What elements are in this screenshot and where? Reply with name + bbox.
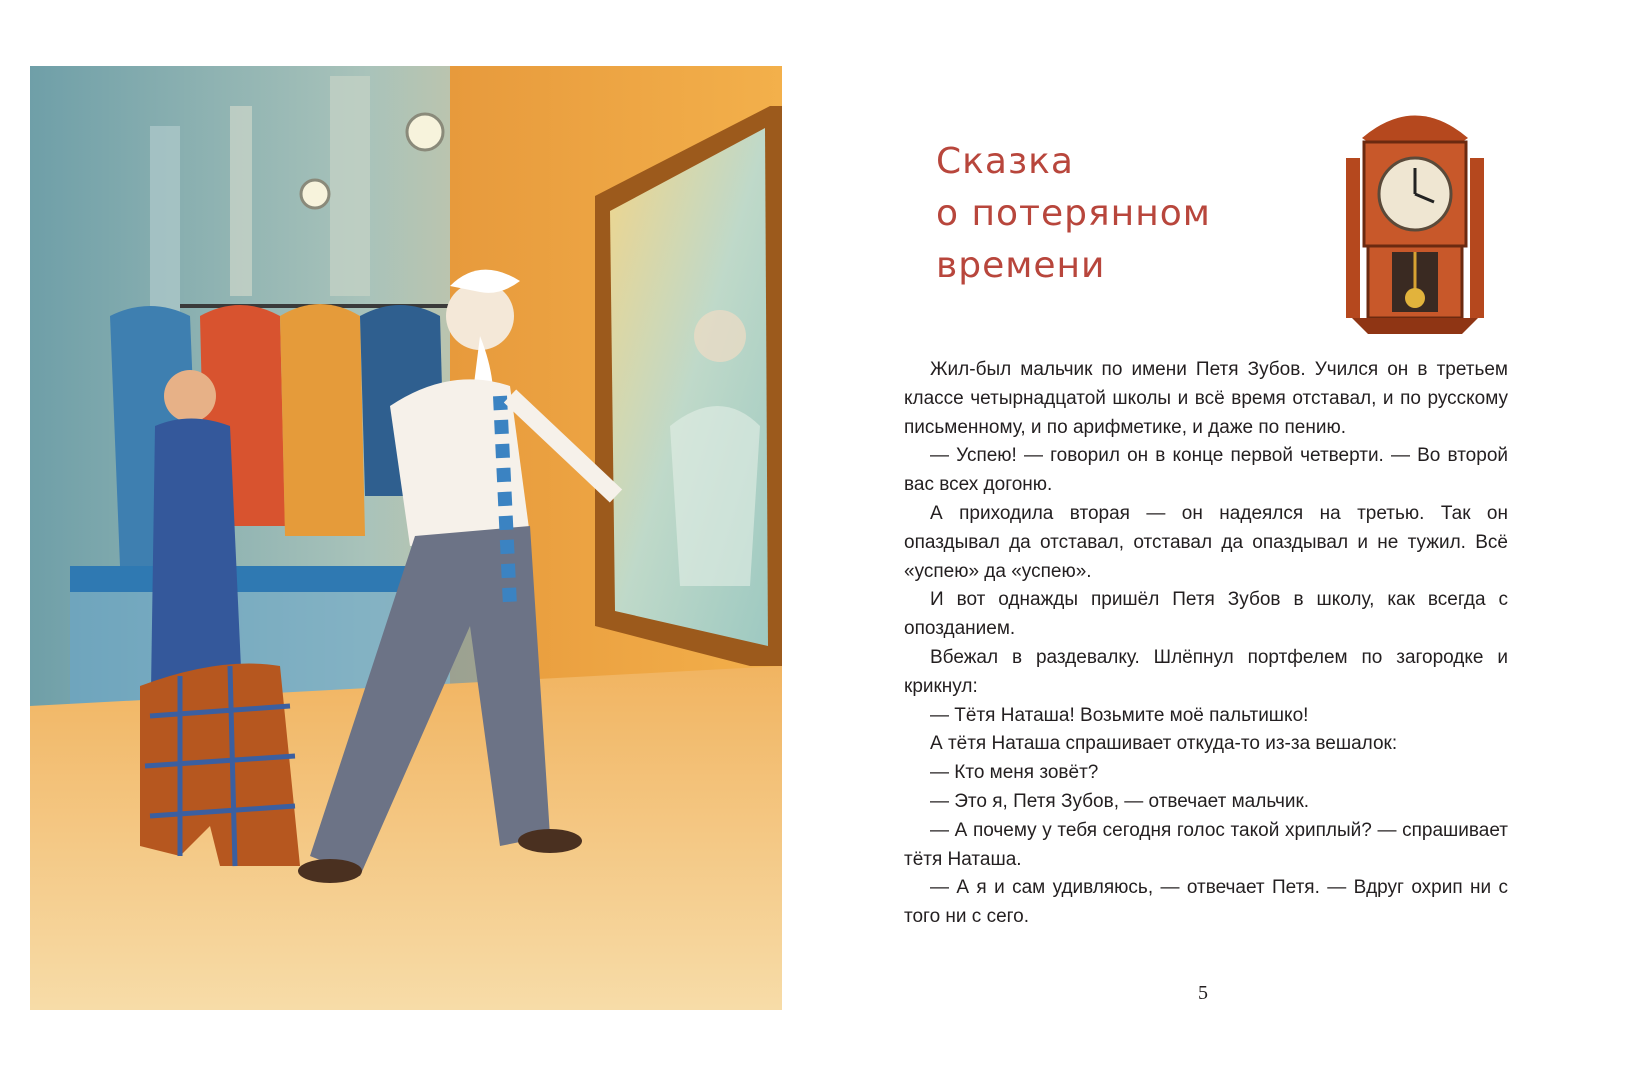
story-illustration	[30, 66, 782, 1010]
old-man-at-mirror-illustration	[30, 66, 782, 1010]
story-title	[936, 136, 1316, 292]
paragraph: — Это я, Петя Зубов, — отвечает мальчик.	[930, 790, 1310, 812]
paragraph: — А я и сам удивляюсь, — отвечает Петя. — Вдруг охрип ни с того ни с сего.	[904, 877, 1508, 928]
pendulum-clock-icon	[1342, 98, 1488, 338]
story-text	[904, 356, 1508, 932]
title-line-2: о потерянном	[936, 193, 1211, 234]
title-line-1: Сказка	[936, 141, 1074, 182]
paragraph: А приходила вторая — он надеялся на третью. Так он опаздывал да отставал, отставал да опаздывал и не тужил. Всё «успею» да «успею».	[904, 502, 1508, 582]
clock-drawing	[1342, 98, 1488, 338]
paragraph: Жил-был мальчик по имени Петя Зубов. Учился он в третьем классе четырнадцатой школы и всё время отставал, и по русскому письменному, и по арифметике, и даже по пению.	[904, 359, 1508, 438]
paragraph: Вбежал в раздевалку. Шлёпнул портфелем по загородке и крикнул:	[904, 646, 1508, 697]
title-line-3: времени	[936, 245, 1106, 286]
page-number: 5	[1198, 982, 1208, 1004]
paragraph: — Успею! — говорил он в конце первой четверти. — Во второй вас всех догоню.	[904, 445, 1508, 496]
paragraph: А тётя Наташа спрашивает откуда-то из-за вешалок:	[930, 733, 1398, 755]
paragraph: — Тётя Наташа! Возьмите моё пальтишко!	[930, 704, 1309, 726]
paragraph: — Кто меня зовёт?	[930, 762, 1099, 784]
paragraph: — А почему у тебя сегодня голос такой хриплый? — спрашивает тётя Наташа.	[904, 819, 1508, 870]
paragraph: И вот однажды пришёл Петя Зубов в школу, как всегда с опозданием.	[904, 589, 1508, 640]
